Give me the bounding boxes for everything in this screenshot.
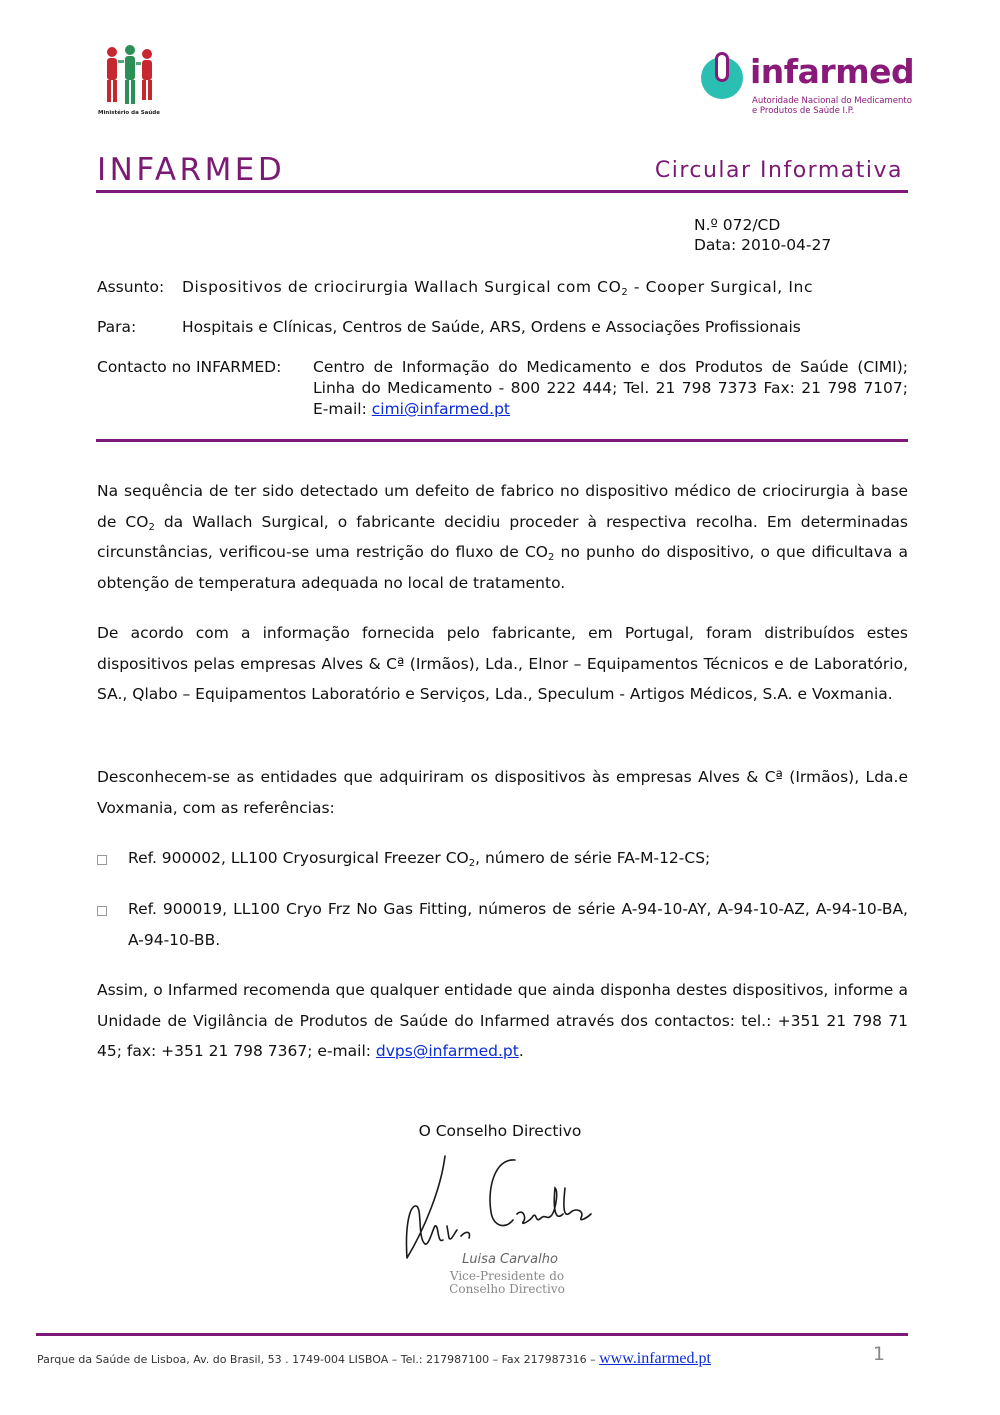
- bullet-item-1: Ref. 900002, LL100 Cryosurgical Freezer $CO_2$, número de série FA-M-12-CS;: [128, 849, 711, 869]
- page-number: 1: [872, 1343, 885, 1365]
- circular-date: Data: 2010-04-27: [694, 236, 832, 254]
- dvps-email-link[interactable]: dvps@infarmed.pt: [375, 1042, 519, 1060]
- bullet-box-icon: [97, 906, 107, 916]
- footer-rule: [36, 1333, 908, 1336]
- recipients-text: Hospitais e Clínicas, Centros de Saúde, ARS, Ordens e Associações Profissionais: [182, 318, 801, 336]
- contact-email-link[interactable]: cimi@infarmed.pt: [371, 400, 510, 418]
- contact-label: Contacto no INFARMED:: [97, 358, 282, 376]
- ministry-logo: [96, 44, 162, 120]
- infarmed-wordmark: infarmed: [750, 52, 915, 91]
- ministry-caption: Ministério da Saúde: [98, 110, 160, 116]
- meta-block: [694, 215, 831, 255]
- contact-text: Centro de Informação do Medicamento e dos Produtos de Saúde (CIMI); Linha do Medicamento - 800 222 444; Tel. 21 798 7373 Fax: 21 798 7107; E-mail: cimi@infarmed.pt: [313, 358, 908, 418]
- ministry-figures-icon: [96, 44, 162, 108]
- paragraph-3: Desconhecem-se as entidades que adquiriram os dispositivos às empresas Alves & Cª (Irmãos), Lda.e Voxmania, com as referências:: [97, 768, 908, 817]
- infarmed-subtitle-2: e Produtos de Saúde I.P.: [752, 106, 855, 116]
- paragraph-1: Na sequência de ter sido detectado um defeito de fabrico no dispositivo médico de criocirurgia à base de $CO_2$ da Wallach Surgical, o fabricante decidiu proceder à respectiva recolha. Em determinadas circunstâncias, verificou-se uma restrição do fluxo de $CO_2$ no punho do dispositivo, o que dificultava a obtenção de temperatura adequada no local de tratamento.: [97, 482, 909, 592]
- paragraph-2: De acordo com a informação fornecida pelo fabricante, em Portugal, foram distribuídos estes dispositivos pelas empresas Alves & Cª (Irmãos), Lda., Elnor – Equipamentos Técnicos e de Laboratório, SA., Qlabo – Equipamentos Laboratório e Serviços, Lda., Speculum - Artigos Médicos, S.A. e Voxmania.: [97, 624, 908, 703]
- document-type: Circular Informativa: [654, 158, 903, 183]
- infarmed-subtitle-1: Autoridade Nacional do Medicamento: [752, 96, 912, 106]
- signatory-role: Vice-Presidente do Conselho Directivo: [449, 1269, 565, 1296]
- bullet-item-2: Ref. 900019, LL100 Cryo Frz No Gas Fitting, números de série A-94-10-AY, A-94-10-AZ, A-94-10-BA, A-94-10-BB.: [128, 900, 908, 949]
- infarmed-emblem-icon: [698, 52, 748, 102]
- infarmed-logo: [698, 52, 915, 118]
- section-rule: [96, 439, 908, 442]
- signature-heading: O Conselho Directivo: [418, 1122, 582, 1140]
- bullet-box-icon: [97, 855, 107, 865]
- footer-website-link[interactable]: www.infarmed.pt: [599, 1350, 711, 1367]
- subject-label: Assunto:: [97, 278, 165, 296]
- circular-number: N.º 072/CD: [694, 216, 781, 234]
- recipients-label: Para:: [97, 318, 137, 336]
- footer-address: Parque da Saúde de Lisboa, Av. do Brasil, 53 . 1749-004 LISBOA – Tel.: 217987100 – Fax 217987316 – www.infarmed.pt: [37, 1350, 711, 1367]
- signatory-name: Luisa Carvalho: [462, 1252, 558, 1267]
- paragraph-4: Assim, o Infarmed recomenda que qualquer entidade que ainda disponha destes dispositivos, informe a Unidade de Vigilância de Produtos de Saúde do Infarmed através dos contactos: tel.: +351 21 798 71 45; fax: +351 21 798 7367; e-mail: dvps@infarmed.pt.: [97, 981, 908, 1060]
- header-rule: [96, 190, 908, 193]
- header-title: INFARMED: [97, 152, 286, 188]
- subject-text: Dispositivos de criocirurgia Wallach Surgical com $CO_2$ - Cooper Surgical, Inc: [182, 278, 814, 298]
